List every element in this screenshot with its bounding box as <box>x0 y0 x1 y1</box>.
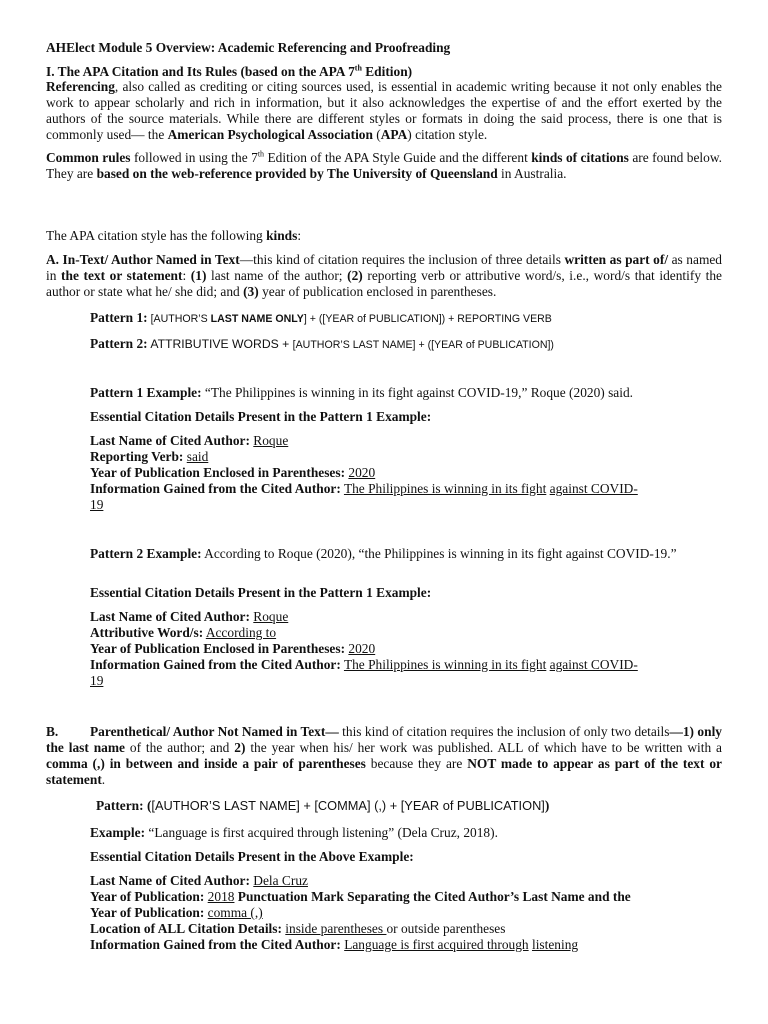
ex1-last-name: Last Name of Cited Author: Roque <box>90 433 289 448</box>
pattern-2-details-heading: Essential Citation Details Present in the Pattern 1 Example: <box>90 585 432 600</box>
section-a-paragraph: A. In-Text/ Author Named in Text—this kind of citation requires the inclusion of three details written as part of/ as named in the text or statement: (1) last name of the author; (2) reporting verb or attributive word/s, i.e., word/s that identify the author or state what he/ she did; and (3) year of publication enclosed in parentheses. <box>46 252 723 299</box>
doc-title: AHElect Module 5 Overview: Academic Referencing and Proofreading <box>46 40 451 55</box>
ex1-information: Information Gained from the Cited Author: The Philippines is winning in its fight against COVID- 19 <box>90 481 638 512</box>
paragraph-kinds: The APA citation style has the following kinds: <box>46 228 302 243</box>
section-b-letter: B. <box>46 724 59 739</box>
pattern-1: Pattern 1: [AUTHOR’S LAST NAME ONLY] + ([YEAR of PUBLICATION]) + REPORTING VERB <box>90 310 552 325</box>
ex2-information: Information Gained from the Cited Author: The Philippines is winning in its fight against COVID- 19 <box>90 657 638 688</box>
ex1-reporting-verb: Reporting Verb: said <box>90 449 209 464</box>
ex2-last-name: Last Name of Cited Author: Roque <box>90 609 289 624</box>
section-1-heading: I. The APA Citation and Its Rules (based on the APA 7th Edition) <box>46 63 413 79</box>
section-b-paragraph: Parenthetical/ Author Not Named in Text— this kind of citation requires the inclusion of only two details—1) only the last name of the author; and 2) the year when his/ her work was published. ALL of which have to be written with a comma (,) in between and inside a pair of parentheses because they are NOT made to appear as part of the text or statement. <box>46 724 723 787</box>
pattern-b-example: Example: “Language is first acquired through listening” (Dela Cruz, 2018). <box>90 825 498 840</box>
pattern-b: Pattern: ([AUTHOR’S LAST NAME] + [COMMA] (,) + [YEAR of PUBLICATION]) <box>96 798 550 813</box>
pattern-b-details-heading: Essential Citation Details Present in the Above Example: <box>90 849 414 864</box>
pattern-1-details-heading: Essential Citation Details Present in the Pattern 1 Example: <box>90 409 432 424</box>
paragraph-common-rules: Common rules followed in using the 7th Edition of the APA Style Guide and the different kinds of citations are found below. They are based on the web-reference provided by The University of Queensland in Australia. <box>46 149 722 181</box>
paragraph-referencing: Referencing, also called as crediting or citing sources used, is essential in academic writing because it not only enables the work to appear scholarly and rich in information, but it also acknowledges the expertise of and the effort exerted by the authors of the source materials. While there are different styles or formats in doing the said process, there is one that is commonly used— the American Psychological Association (APA) citation style. <box>46 79 722 142</box>
pattern-1-example: Pattern 1 Example: “The Philippines is winning in its fight against COVID-19,” Roque (2020) said. <box>90 385 634 400</box>
ex2-attributive-words: Attributive Word/s: According to <box>90 625 277 640</box>
pattern-2-example: Pattern 2 Example: According to Roque (2020), “the Philippines is winning in its fight against COVID-19.” <box>90 546 677 561</box>
exb-year-and-punctuation: Year of Publication: 2018 Punctuation Mark Separating the Cited Author’s Last Name and the Year of Publication: comma (,) <box>90 889 631 920</box>
ex2-year: Year of Publication Enclosed in Parentheses: 2020 <box>90 641 376 656</box>
ex1-year: Year of Publication Enclosed in Parentheses: 2020 <box>90 465 376 480</box>
exb-information: Information Gained from the Cited Author: Language is first acquired through listening <box>90 937 579 952</box>
pattern-2: Pattern 2: ATTRIBUTIVE WORDS + [AUTHOR’S LAST NAME] + ([YEAR of PUBLICATION]) <box>90 336 554 351</box>
exb-location: Location of ALL Citation Details: inside parentheses or outside parentheses <box>90 921 506 936</box>
exb-last-name: Last Name of Cited Author: Dela Cruz <box>90 873 308 888</box>
